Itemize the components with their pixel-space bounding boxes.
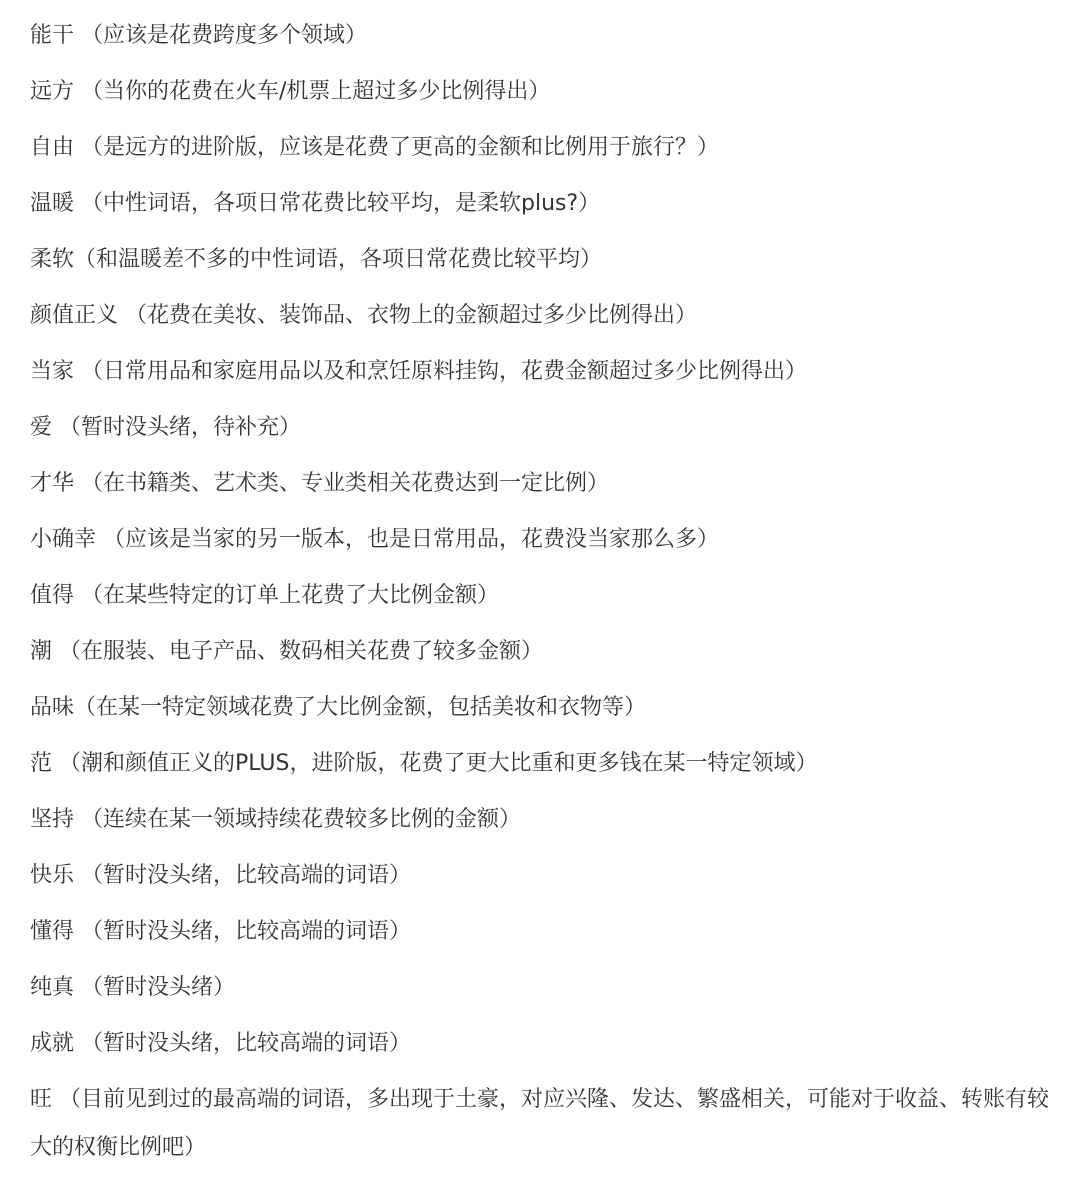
- list-item: 当家 （日常用品和家庭用品以及和烹饪原料挂钩，花费金额超过多少比例得出）: [30, 359, 807, 384]
- list-item: 懂得 （暂时没头绪，比较高端的词语）: [30, 919, 411, 944]
- list-item: 纯真 （暂时没头绪）: [30, 975, 235, 1000]
- list-item: 范 （潮和颜值正义的PLUS，进阶版，花费了更大比重和更多钱在某一特定领域）: [30, 751, 818, 776]
- list-item: 自由 （是远方的进阶版，应该是花费了更高的金额和比例用于旅行？）: [30, 135, 719, 160]
- list-item: 小确幸 （应该是当家的另一版本，也是日常用品，花费没当家那么多）: [30, 527, 719, 552]
- list-item: 快乐 （暂时没头绪，比较高端的词语）: [30, 863, 411, 888]
- list-item: 值得 （在某些特定的订单上花费了大比例金额）: [30, 583, 499, 608]
- list-item: 潮 （在服装、电子产品、数码相关花费了较多金额）: [30, 639, 543, 664]
- list-item: 温暖 （中性词语，各项日常花费比较平均，是柔软plus?）: [30, 191, 601, 216]
- list-item: 颜值正义 （花费在美妆、装饰品、衣物上的金额超过多少比例得出）: [30, 303, 697, 328]
- list-item: 才华 （在书籍类、艺术类、专业类相关花费达到一定比例）: [30, 471, 609, 496]
- list-item: 爱 （暂时没头绪，待补充）: [30, 415, 301, 440]
- list-item: 柔软（和温暖差不多的中性词语，各项日常花费比较平均）: [30, 247, 603, 272]
- list-item: 成就 （暂时没头绪，比较高端的词语）: [30, 1031, 411, 1056]
- list-item: 能干 （应该是花费跨度多个领域）: [30, 23, 367, 48]
- keyword-list: [30, 22, 1055, 1200]
- list-item: 远方 （当你的花费在火车/机票上超过多少比例得出）: [30, 79, 551, 104]
- list-item: 品味（在某一特定领域花费了大比例金额，包括美妆和衣物等）: [30, 695, 647, 720]
- list-item: 坚持 （连续在某一领域持续花费较多比例的金额）: [30, 807, 521, 832]
- list-item: 旺 （目前见到过的最高端的词语，多出现于土豪，对应兴隆、发达、繁盛相关，可能对于收益、转账有较大的权衡比例吧）: [30, 1087, 1049, 1160]
